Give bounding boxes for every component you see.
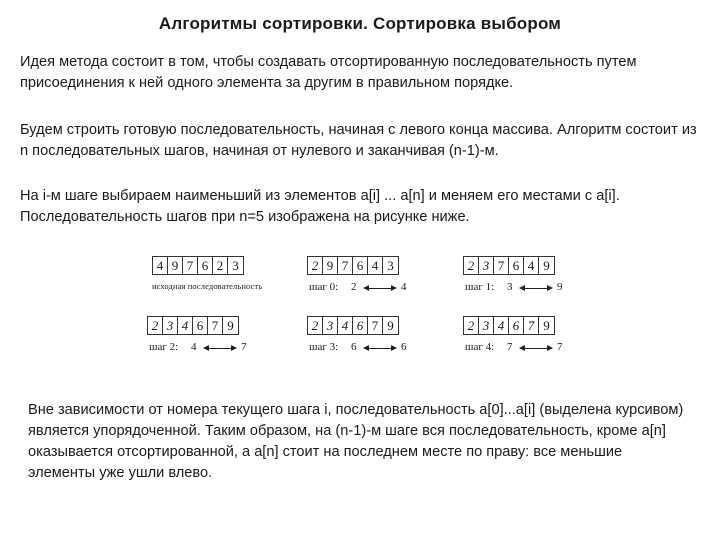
array-cell: 6 [353, 257, 368, 274]
step-label: шаг 2: [149, 341, 179, 353]
array-cell: 2 [308, 317, 323, 334]
step-label: шаг 3: [309, 341, 339, 353]
array-cell: 2 [148, 317, 163, 334]
array-cell: 6 [193, 317, 208, 334]
swap-to-value: 6 [401, 341, 407, 353]
paragraph-algorithm-steps: Будем строить готовую последовательность, начиная с левого конца массива. Алгоритм состоит из n последовательных шагов, начиная от нулевого и заканчивая (n-1)-м. [20, 122, 697, 159]
array-cell: 7 [338, 257, 353, 274]
array-cell: 4 [153, 257, 168, 274]
arrow-right-icon [547, 345, 553, 351]
array-cell: 3 [232, 258, 239, 273]
swap-to-value: 4 [401, 281, 407, 293]
arrow-right-icon [231, 345, 237, 351]
arrow-left-icon [203, 345, 209, 351]
step-label: шаг 4: [465, 341, 495, 353]
array-cell: 4 [494, 317, 509, 334]
array-cells [152, 256, 244, 275]
arrow-left-icon [363, 285, 369, 291]
array-cell: 2 [464, 257, 479, 274]
array-cell: 2 [464, 317, 479, 334]
array-cell: 4 [178, 317, 193, 334]
array-cell: 4 [338, 317, 353, 334]
step-label: шаг 0: [309, 281, 339, 293]
paragraph-step-description: На i-м шаге выбираем наименьший из элементов a[i] ... a[n] и меняем его местами с a[i]. Последовательность шагов при n=5 изображена на рисунке ниже. [20, 188, 620, 225]
swap-from-value: 6 [351, 341, 357, 353]
array-cell: 3 [323, 317, 338, 334]
paragraph-conclusion: Вне зависимости от номера текущего шага i, последовательность a[0]...a[i] (выделена курсивом) является упорядоченной. Таким образом, на (n-1)-м шаге вся последовательность, кроме a[n] оказывается отсортированной, а a[n] стоит на последнем месте по праву: все меньшие элементы уже ушли влево. [28, 402, 684, 481]
array-cell: 3 [479, 257, 494, 274]
slide-title: Алгоритмы сортировки. Сортировка выбором [158, 14, 562, 33]
array-cells [463, 316, 555, 335]
array-cell: 7 [183, 257, 198, 274]
array-cell: 9 [387, 318, 394, 333]
array-cell: 6 [198, 257, 213, 274]
swap-to-value: 7 [241, 341, 247, 353]
array-cell: 4 [524, 257, 539, 274]
array-cell: 7 [368, 317, 383, 334]
arrow-left-icon [519, 345, 525, 351]
arrow-right-icon [391, 285, 397, 291]
swap-from-value: 4 [191, 341, 197, 353]
array-cells [307, 256, 399, 275]
array-cells [463, 256, 555, 275]
arrow-left-icon [519, 285, 525, 291]
swap-to-value: 9 [557, 281, 563, 293]
swap-from-value: 7 [507, 341, 513, 353]
array-cell: 6 [353, 317, 368, 334]
array-cell: 6 [509, 317, 524, 334]
array-cell: 6 [509, 257, 524, 274]
array-cell: 4 [368, 257, 383, 274]
array-cell: 7 [208, 317, 223, 334]
arrow-right-icon [547, 285, 553, 291]
array-cell: 2 [213, 257, 228, 274]
arrow-left-icon [363, 345, 369, 351]
paragraph-method-idea: Идея метода состоит в том, чтобы создавать отсортированную последовательность путем присоединения к ней одного элемента за другим в правильном порядке. [20, 54, 637, 91]
array-cell: 9 [543, 318, 550, 333]
array-cell: 3 [479, 317, 494, 334]
step-label: шаг 1: [465, 281, 495, 293]
array-cell: 2 [308, 257, 323, 274]
array-cells [307, 316, 399, 335]
swap-from-value: 3 [507, 281, 513, 293]
array-cell: 9 [168, 257, 183, 274]
step-caption: исходная последовательность [152, 281, 263, 291]
arrow-right-icon [391, 345, 397, 351]
array-cell: 9 [323, 257, 338, 274]
array-cell: 3 [163, 317, 178, 334]
array-cell: 7 [524, 317, 539, 334]
swap-to-value: 7 [557, 341, 563, 353]
swap-from-value: 2 [351, 281, 357, 293]
array-cell: 3 [387, 258, 394, 273]
array-cell: 9 [227, 318, 234, 333]
array-cells [147, 316, 239, 335]
array-cell: 9 [543, 258, 550, 273]
array-cell: 7 [494, 257, 509, 274]
